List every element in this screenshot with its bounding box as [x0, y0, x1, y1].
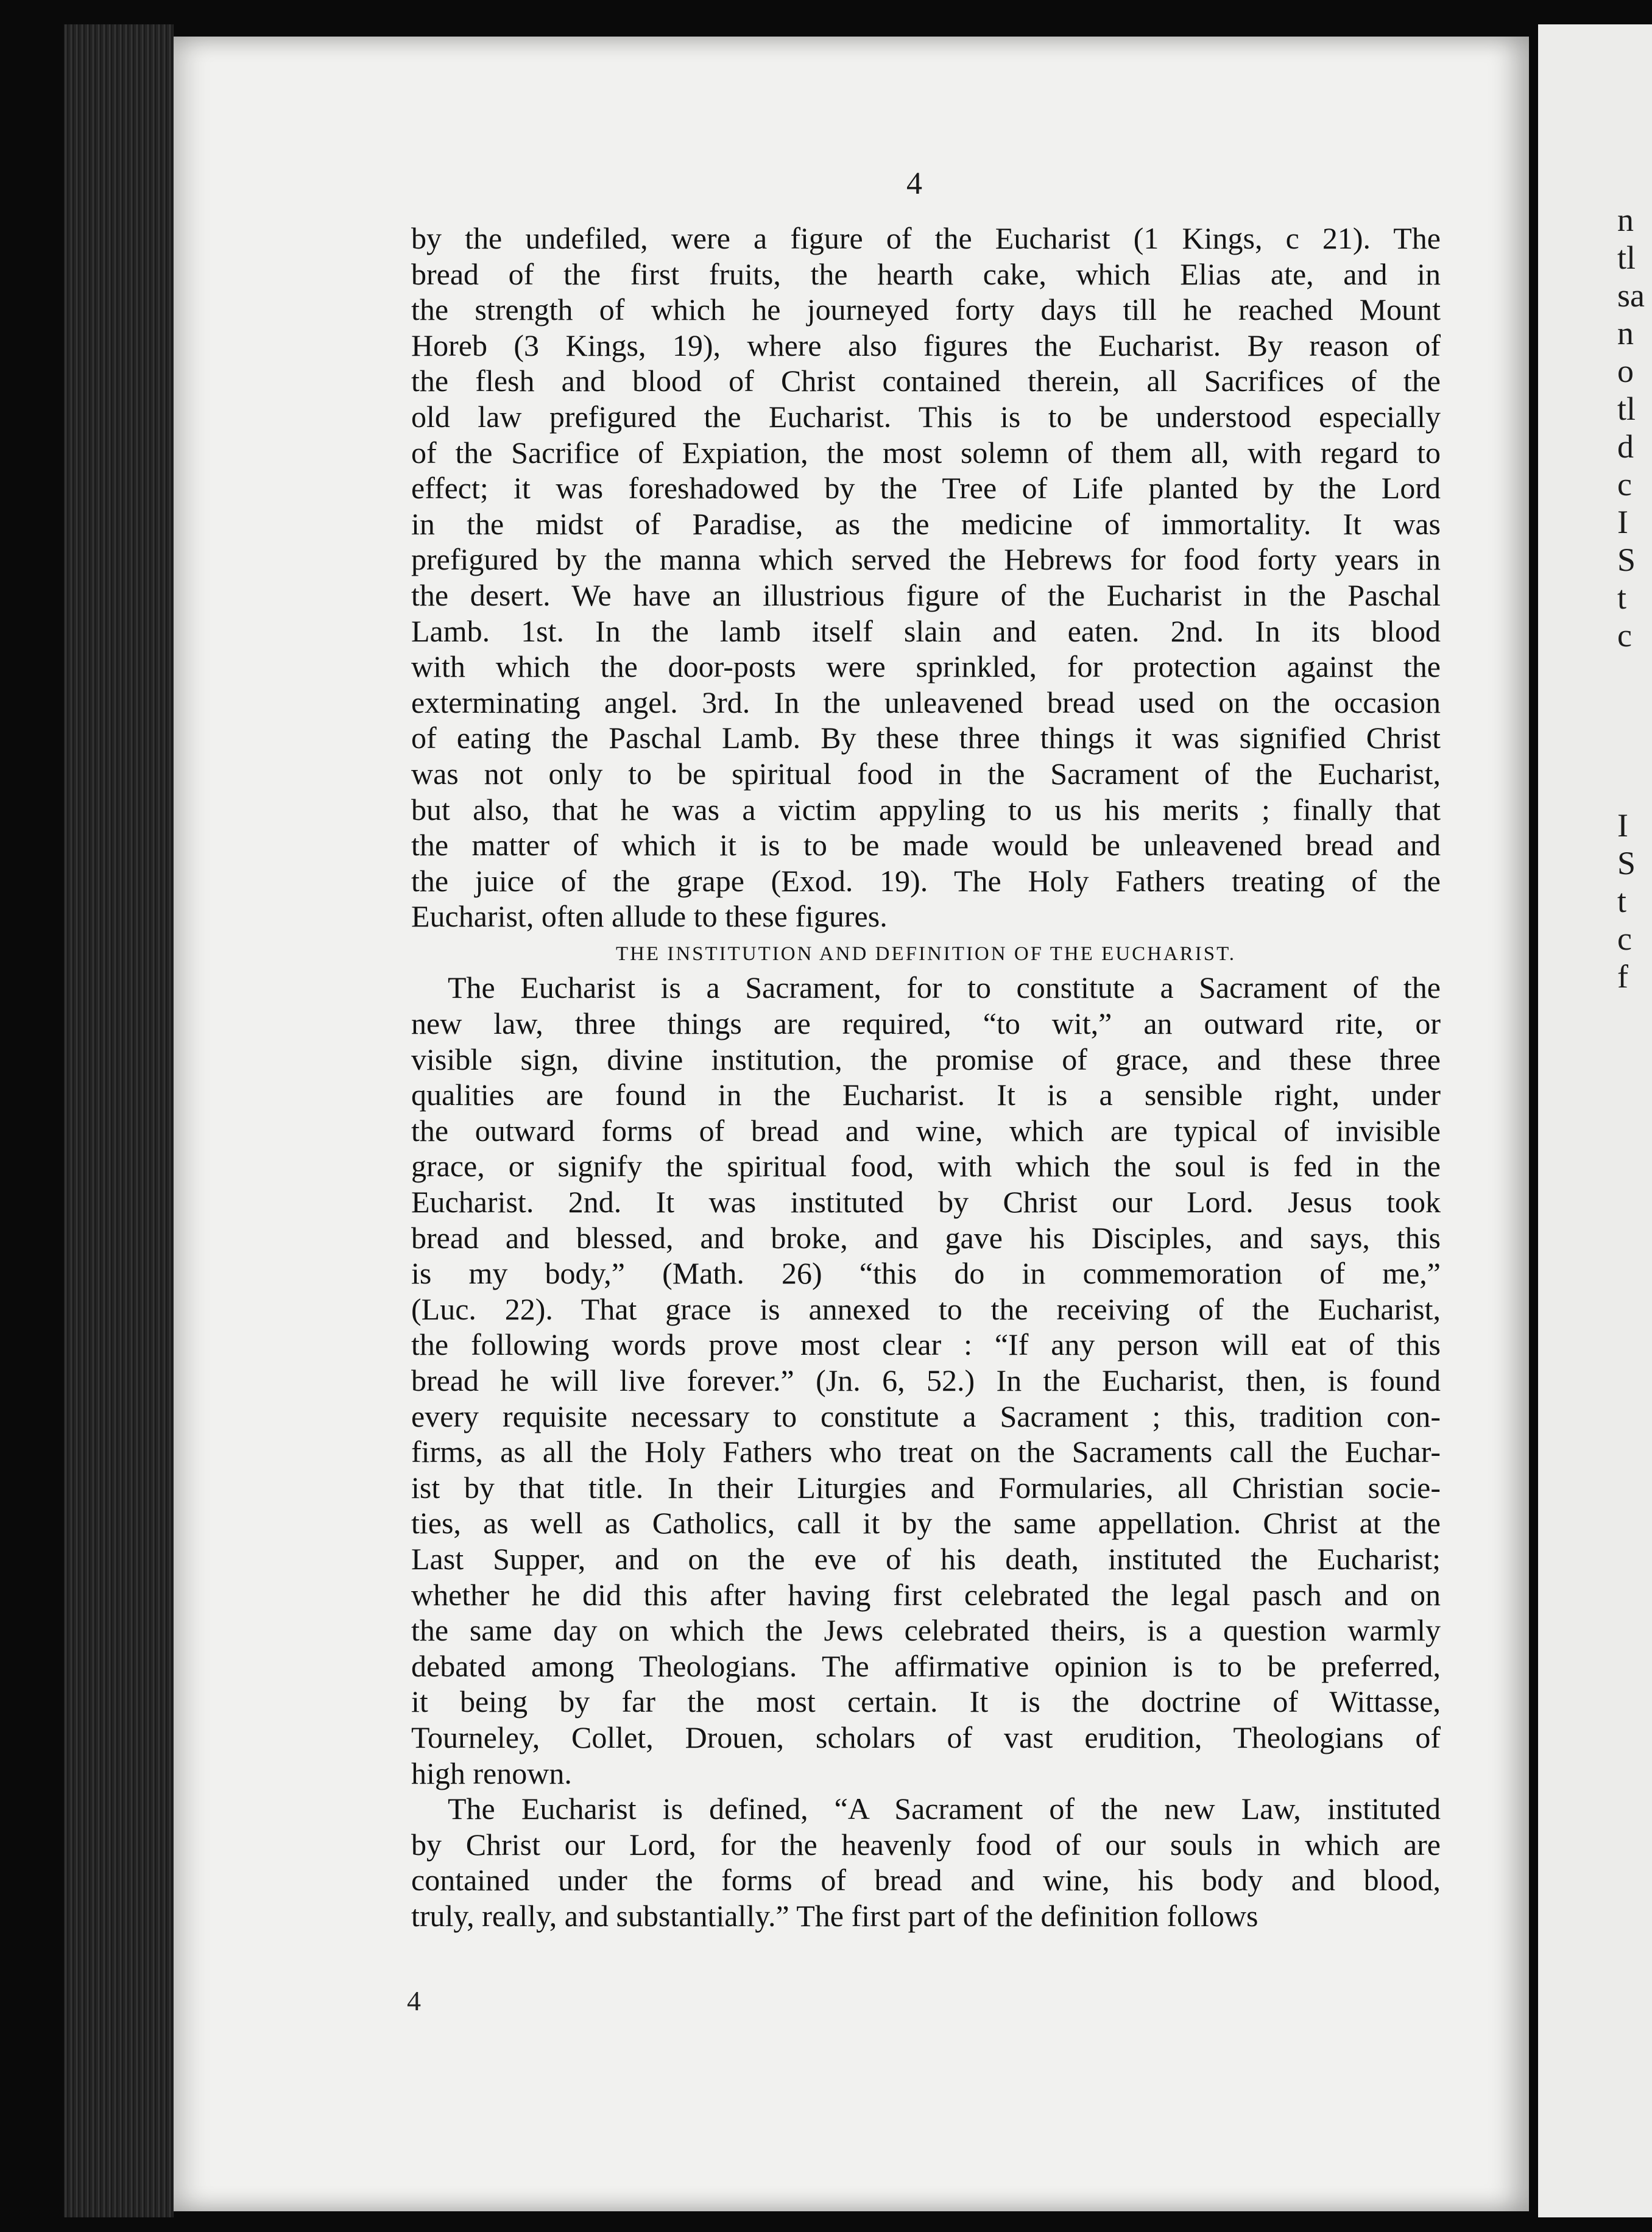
text-line: ties, as well as Catholics, call it by the same appellation. Christ at the	[411, 1506, 1441, 1541]
text-line: the strength of which he journeyed forty days till he reached Mount	[411, 292, 1441, 327]
paragraph-figures	[411, 221, 1441, 934]
text-line: qualities are found in the Eucharist. It is a sensible right, under	[411, 1078, 1441, 1112]
facing-page-fragment: n	[1617, 202, 1634, 238]
text-line: ist by that title. In their Liturgies and Formularies, all Christian socie-	[411, 1470, 1441, 1505]
text-line: by Christ our Lord, for the heavenly food of our souls in which are	[411, 1827, 1441, 1862]
paragraph-definition	[411, 1791, 1441, 1934]
facing-page-fragment: t	[1617, 883, 1627, 919]
text-line: in the midst of Paradise, as the medicine of immortality. It was	[411, 506, 1441, 541]
page-number: 4	[906, 166, 922, 201]
text-line: Tourneley, Collet, Drouen, scholars of vast erudition, Theologians of	[411, 1720, 1441, 1754]
text-line: old law prefigured the Eucharist. This is to be understood especially	[411, 399, 1441, 434]
text-line: the same day on which the Jews celebrated theirs, is a question warmly	[411, 1613, 1441, 1648]
facing-page-fragment: sa	[1617, 277, 1645, 314]
text-line: Horeb (3 Kings, 19), where also figures the Eucharist. By reason of	[411, 328, 1441, 362]
text-line: the flesh and blood of Christ contained therein, all Sacrifices of the	[411, 364, 1441, 398]
facing-page-fragment: S	[1617, 845, 1636, 881]
text-line: Last Supper, and on the eve of his death, instituted the Eucharist;	[411, 1541, 1441, 1576]
paragraph-institution	[411, 970, 1441, 1791]
text-line: high renown.	[411, 1756, 572, 1790]
facing-page-fragment: c	[1617, 920, 1632, 957]
text-line: it being by far the most certain. It is the doctrine of Wittasse,	[411, 1684, 1441, 1719]
facing-page-fragment: I	[1617, 807, 1628, 844]
text-line: with which the door-posts were sprinkled, for protection against the	[411, 649, 1441, 684]
text-line: of eating the Paschal Lamb. By these three things it was signified Christ	[411, 721, 1441, 755]
text-line: (Luc. 22). That grace is annexed to the receiving of the Eucharist,	[411, 1291, 1441, 1326]
text-line: the outward forms of bread and wine, which are typical of invisible	[411, 1113, 1441, 1148]
text-line: effect; it was foreshadowed by the Tree of Life planted by the Lord	[411, 471, 1441, 506]
text-line: the juice of the grape (Exod. 19). The Holy Fathers treating of the	[411, 863, 1441, 898]
text-line: the desert. We have an illustrious figure of the Eucharist in the Paschal	[411, 577, 1441, 612]
text-line: The Eucharist is a Sacrament, for to constitute a Sacrament of the	[448, 970, 1441, 1005]
facing-page-text-fragments	[1617, 201, 1652, 995]
text-line: exterminating angel. 3rd. In the unleavened bread used on the occasion	[411, 685, 1441, 719]
page-text	[411, 221, 1441, 1934]
text-line: is my body,” (Math. 26) “this do in commemoration of me,”	[411, 1256, 1441, 1291]
text-line: grace, or signify the spiritual food, with which the soul is fed in the	[411, 1149, 1441, 1184]
text-line: by the undefiled, were a figure of the Eucharist (1 Kings, c 21). The	[411, 221, 1441, 255]
facing-page-fragment: t	[1617, 579, 1627, 616]
text-line: prefigured by the manna which served the Hebrews for food forty years in	[411, 542, 1441, 577]
section-heading: THE INSTITUTION AND DEFINITION OF THE EUCHARIST.	[615, 942, 1237, 965]
text-line: The Eucharist is defined, “A Sacrament of the new Law, instituted	[448, 1792, 1441, 1826]
text-line: whether he did this after having first celebrated the legal pasch and on	[411, 1577, 1441, 1612]
text-line: contained under the forms of bread and wine, his body and blood,	[411, 1863, 1441, 1898]
text-line: every requisite necessary to constitute a Sacrament ; this, tradition con-	[411, 1399, 1441, 1433]
text-line: Eucharist. 2nd. It was instituted by Christ our Lord. Jesus took	[411, 1185, 1441, 1220]
facing-page-gap	[1617, 654, 1652, 807]
text-line: new law, three things are required, “to wit,” an outward rite, or	[411, 1006, 1441, 1041]
facing-page-fragment: o	[1617, 353, 1634, 389]
text-line: Lamb. 1st. In the lamb itself slain and eaten. 2nd. In its blood	[411, 613, 1441, 648]
text-line: but also, that he was a victim appyling to us his merits ; finally that	[411, 792, 1441, 827]
facing-page-fragment: n	[1617, 315, 1634, 351]
text-line: visible sign, divine institution, the promise of grace, and these three	[411, 1042, 1441, 1076]
text-line: firms, as all the Holy Fathers who treat on the Sacraments call the Euchar-	[411, 1435, 1441, 1469]
text-line: the matter of which it is to be made would be unleavened bread and	[411, 828, 1441, 863]
book-page-edges	[64, 24, 174, 2217]
facing-page-fragment: c	[1617, 466, 1632, 503]
facing-page-fragment: S	[1617, 542, 1636, 578]
facing-page-fragment: tl	[1617, 390, 1636, 427]
facing-page-fragment: I	[1617, 504, 1628, 540]
facing-page-fragment: c	[1617, 617, 1632, 654]
text-line: bread of the first fruits, the hearth cake, which Elias ate, and in	[411, 256, 1441, 291]
margin-pencil-mark: 4	[407, 1985, 421, 2016]
text-line: Eucharist, often allude to these figures.	[411, 899, 888, 934]
text-line: bread he will live forever.” (Jn. 6, 52.) In the Eucharist, then, is found	[411, 1363, 1441, 1397]
text-line: truly, really, and substantially.” The first part of the definition follows	[411, 1898, 1258, 1933]
facing-page-fragment: tl	[1617, 239, 1636, 276]
text-line: debated among Theologians. The affirmative opinion is to be preferred,	[411, 1648, 1441, 1683]
text-line: was not only to be spiritual food in the Sacrament of the Eucharist,	[411, 756, 1441, 791]
page-gutter	[1529, 0, 1538, 2232]
facing-page-fragment: f	[1617, 958, 1628, 995]
text-line: the following words prove most clear : “If any person will eat of this	[411, 1327, 1441, 1362]
facing-page-fragment: d	[1617, 428, 1634, 465]
text-line: bread and blessed, and broke, and gave his Disciples, and says, this	[411, 1220, 1441, 1255]
text-line: of the Sacrifice of Expiation, the most solemn of them all, with regard to	[411, 435, 1441, 470]
